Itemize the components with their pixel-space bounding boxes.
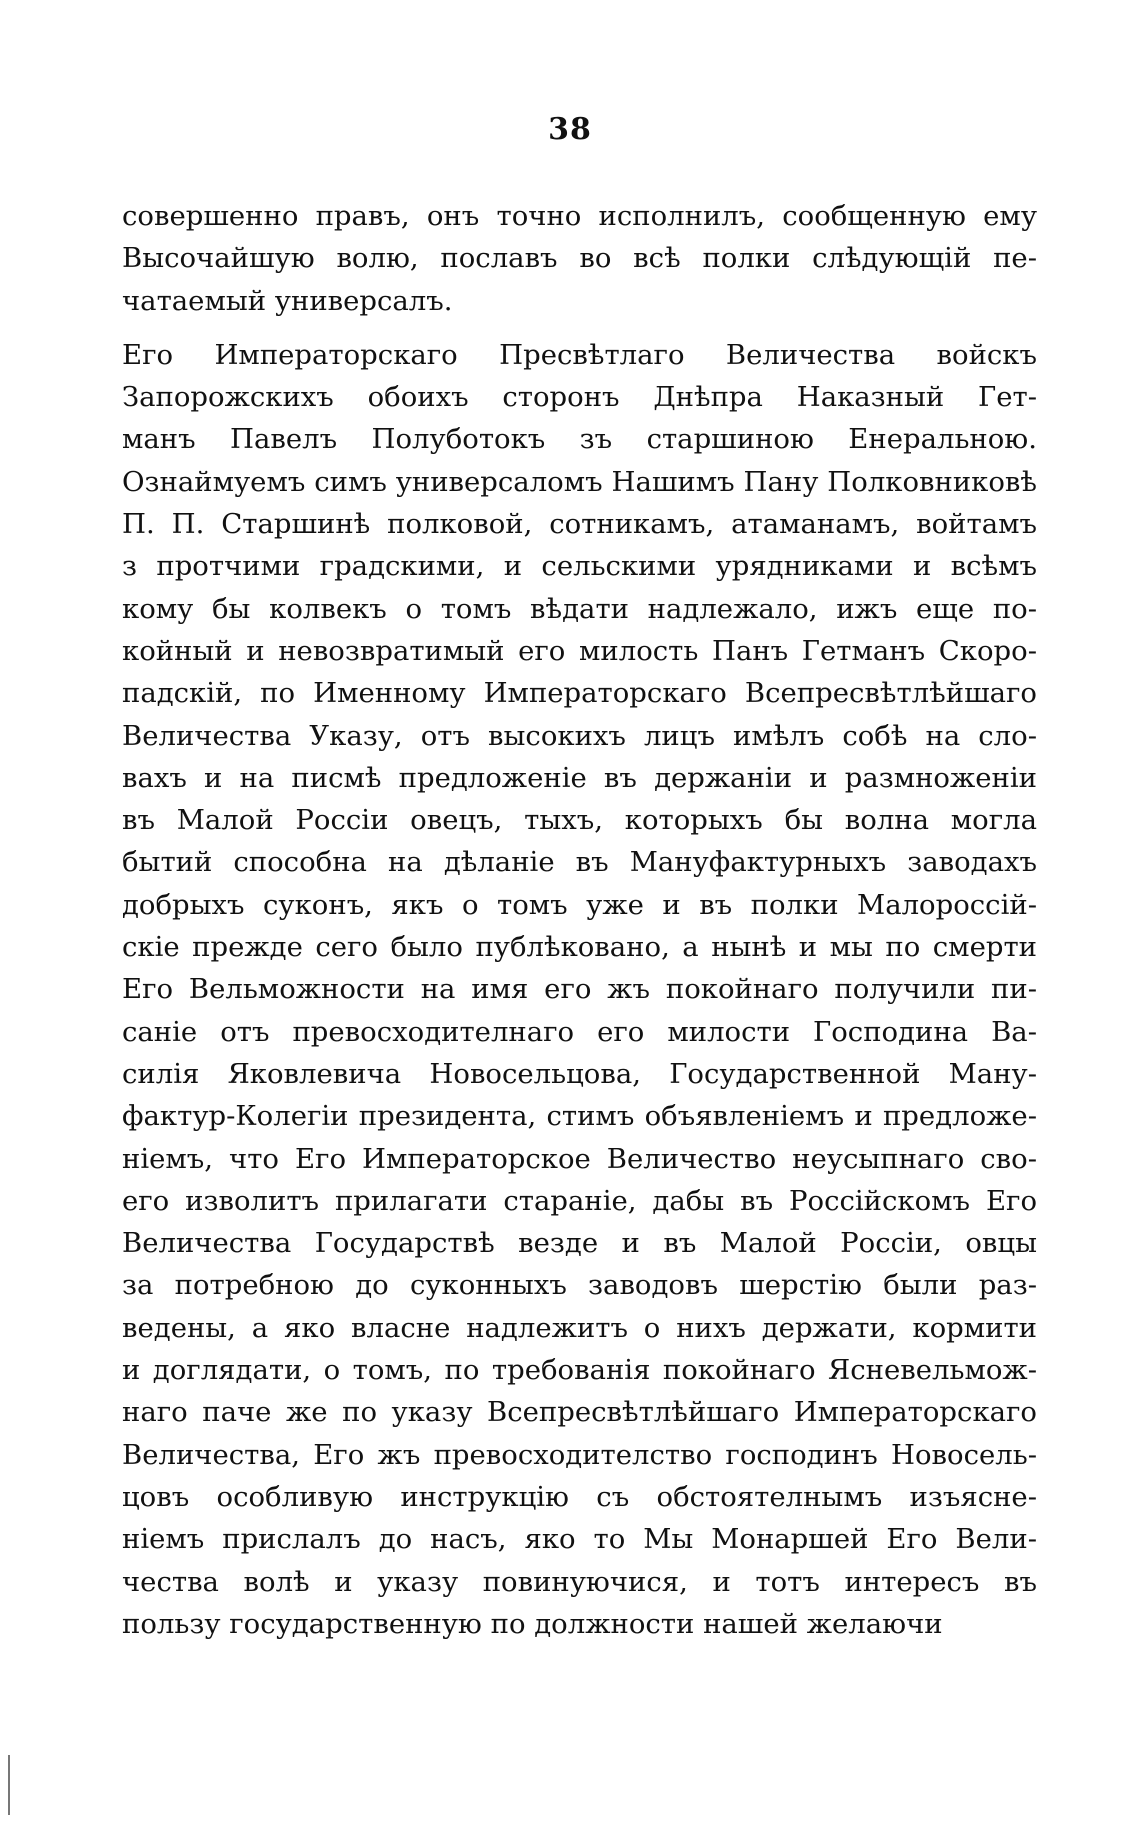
text-line: Его Вельможности на имя его жъ покойнаго получили пи- [122, 973, 1037, 1006]
text-line: пользу государственную по должности нашей желаючи [122, 1607, 943, 1640]
text-line: за потребною до суконныхъ заводовъ шерстію были раз- [122, 1269, 1037, 1302]
text-line: манъ Павелъ Полуботокъ зъ старшиною Енеральною. [122, 423, 1037, 456]
text-line: Величества Указу, отъ высокихъ лицъ имѣлъ собѣ на сло- [122, 719, 1037, 752]
text-line: его изволитъ прилагати стараніе, дабы въ Россійскомъ Его [122, 1184, 1037, 1217]
text-line: Величества Государствѣ везде и въ Малой Россіи, овцы [122, 1227, 1037, 1260]
text-line: и доглядати, о томъ, по требованія покойнаго Ясневельмож- [122, 1354, 1037, 1387]
page-number: 38 [548, 112, 592, 147]
text-line: Величества, Его жъ превосходителство господинъ Новосель- [122, 1438, 1037, 1471]
text-line: Высочайшую волю, пославъ во всѣ полки слѣдующій пе- [122, 242, 1037, 275]
text-line: вахъ и на писмѣ предложеніе въ держаніи и размноженіи [122, 761, 1037, 794]
text-line: чатаемый универсалъ. [122, 284, 453, 317]
text-line: ніемъ прислалъ до насъ, яко то Мы Монаршей Его Вели- [122, 1523, 1037, 1556]
text-line: падскій, по Именному Императорскаго Всепресвѣтлѣйшаго [122, 677, 1037, 710]
body-text [122, 195, 1037, 1645]
paragraph-gap [122, 322, 1037, 334]
text-line: Его Императорскаго Пресвѣтлаго Величества войскъ [122, 338, 1037, 371]
text-line: з протчими градскими, и сельскими урядниками и всѣмъ [122, 550, 1037, 583]
text-line: бытий способна на дѣланіе въ Мануфактурныхъ заводахъ [122, 846, 1037, 879]
text-line: силія Яковлевича Новосельцова, Государственной Ману- [122, 1057, 1037, 1090]
text-line: саніе отъ превосходителнаго его милости Господина Ва- [122, 1015, 1037, 1048]
text-line: фактур-Колегіи президента, стимъ объявленіемъ и предложе- [122, 1100, 1037, 1133]
text-line: добрыхъ суконъ, якъ о томъ уже и въ полки Малороссій- [122, 888, 1037, 921]
text-line: койный и невозвратимый его милость Панъ Гетманъ Скоро- [122, 634, 1037, 667]
text-line: цовъ особливую инструкцію съ обстоятелнымъ изъясне- [122, 1480, 1037, 1513]
text-line: Запорожскихъ обоихъ сторонъ Днѣпра Наказный Гет- [122, 381, 1037, 414]
text-line: въ Малой Россіи овецъ, тыхъ, которыхъ бы волна могла [122, 804, 1037, 837]
text-line: ніемъ, что Его Императорское Величество неусыпнаго сво- [122, 1142, 1037, 1175]
text-line: кому бы колвекъ о томъ вѣдати надлежало, ижъ еще по- [122, 592, 1037, 625]
paragraph-universal [122, 334, 1037, 1645]
text-line: Ознаймуемъ симъ универсаломъ Нашимъ Пану Полковниковѣ [122, 465, 1037, 498]
scan-margin-mark [8, 1755, 10, 1815]
text-line: чества волѣ и указу повинуючися, и тотъ интересъ въ [122, 1565, 1037, 1598]
text-line: ведены, а яко власне надлежитъ о нихъ держати, кормити [122, 1311, 1037, 1344]
text-line: П. П. Старшинѣ полковой, сотникамъ, атаманамъ, войтамъ [122, 508, 1037, 541]
paragraph-intro [122, 195, 1037, 322]
text-line: скіе прежде сего было публѣковано, а нынѣ и мы по смерти [122, 931, 1037, 964]
text-line: наго паче же по указу Всепресвѣтлѣйшаго Императорскаго [122, 1396, 1037, 1429]
text-line: совершенно правъ, онъ точно исполнилъ, сообщенную ему [122, 200, 1037, 232]
